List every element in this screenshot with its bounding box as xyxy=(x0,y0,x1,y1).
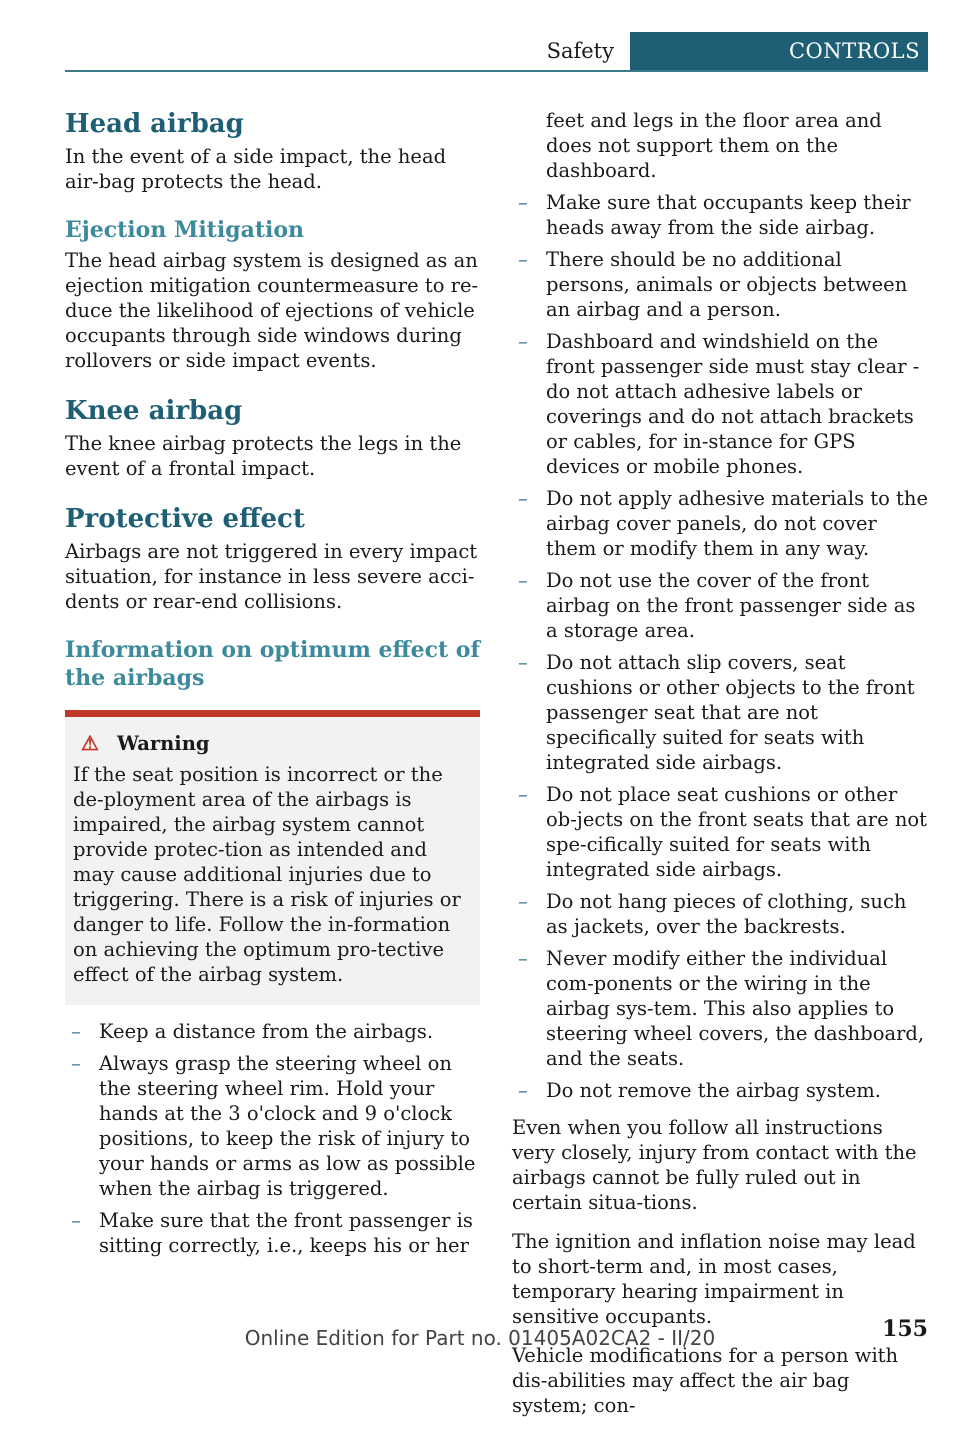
page-header xyxy=(65,32,928,72)
list-item: – There should be no additional persons, animals or objects between an airbag and a person. xyxy=(512,247,928,322)
paragraph-noise: The ignition and inflation noise may lead to short-term and, in most cases, temporary hearing impairment in sensitive occupants. xyxy=(512,1230,916,1328)
list-item: – Do not place seat cushions or other ob-jects on the front seats that are not spe-cifically suited for seats with integrated side airbags. xyxy=(512,782,928,882)
ejection-heading: Ejection Mitigation xyxy=(65,217,305,243)
knee-airbag-text: The knee airbag protects the legs in the event of a frontal impact. xyxy=(65,432,462,480)
warning-box xyxy=(65,710,480,1005)
right-instruction-list xyxy=(512,190,928,1103)
list-item: – Make sure that the front passenger is sitting correctly, i.e., keeps his or her xyxy=(65,1208,480,1258)
list-item: – Do not use the cover of the front airbag on the front passenger side as a storage area. xyxy=(512,568,928,643)
warning-triangle-icon: ⚠ xyxy=(81,731,99,755)
list-item: – Never modify either the individual com-ponents or the wiring in the airbag sys-tem. This also applies to steering wheel covers, the dashboard, and the seats. xyxy=(512,946,928,1071)
paragraph-modifications: Vehicle modifications for a person with dis-abilities may affect the air bag system; con- xyxy=(512,1344,899,1417)
header-rule xyxy=(65,70,928,72)
head-airbag-text: In the event of a side impact, the head air-bag protects the head. xyxy=(65,145,447,193)
left-instruction-list xyxy=(65,1019,480,1258)
list-item: – Dashboard and windshield on the front passenger side must stay clear - do not attach adhesive labels or coverings and do not attach brackets or cables, for in-stance for GPS devices or mobile phones. xyxy=(512,329,928,479)
warning-title-row xyxy=(73,731,472,756)
list-continuation: feet and legs in the floor area and does not support them on the dashboard. xyxy=(546,109,882,182)
ejection-text: The head airbag system is designed as an ejection mitigation countermeasure to re-duce the likelihood of ejections of vehicle occupants through side windows during rollovers or side impact events. xyxy=(65,249,479,372)
section-title: Safety xyxy=(546,39,614,63)
head-airbag-heading: Head airbag xyxy=(65,109,244,139)
protective-effect-heading: Protective effect xyxy=(65,504,305,534)
list-item: – Do not apply adhesive materials to the airbag cover panels, do not cover them or modify them in any way. xyxy=(512,486,928,561)
warning-title: Warning xyxy=(117,732,210,755)
chapter-tab: CONTROLS xyxy=(630,32,928,72)
knee-airbag-heading: Knee airbag xyxy=(65,396,243,426)
warning-text: If the seat position is incorrect or the de-ployment area of the airbags is impaired, the airbag system cannot provide protec-tion as intended and may cause additional injuries due to triggering. There is a risk of injuries or danger to life. Follow the in-formation on achieving the optimum pro-tective effect of the airbag system. xyxy=(73,763,461,986)
footer-edition: Online Edition for Part no. 01405A02CA2 - II/20 xyxy=(244,1326,716,1350)
list-item: – Make sure that occupants keep their heads away from the side airbag. xyxy=(512,190,928,240)
info-optimum-heading: Information on optimum effect of the airbags xyxy=(65,637,480,691)
list-item: – Always grasp the steering wheel on the steering wheel rim. Hold your hands at the 3 o'clock and 9 o'clock positions, to keep the risk of injury to your hands or arms as low as possible when the airbag is triggered. xyxy=(65,1051,480,1201)
left-column xyxy=(65,108,480,1270)
list-item: – Do not hang pieces of clothing, such as jackets, over the backrests. xyxy=(512,889,928,939)
list-item: – Do not remove the airbag system. xyxy=(512,1078,928,1103)
right-column xyxy=(512,108,928,1432)
paragraph-injury: Even when you follow all instructions very closely, injury from contact with the airbags cannot be fully ruled out in certain situa-tions. xyxy=(512,1116,917,1214)
page-number: 155 xyxy=(882,1316,928,1342)
list-item: – Do not attach slip covers, seat cushions or other objects to the front passenger seat that are not specifically suited for seats with integrated side airbags. xyxy=(512,650,928,775)
protective-effect-text: Airbags are not triggered in every impact situation, for instance in less severe acci-dents or rear-end collisions. xyxy=(65,540,478,613)
list-item: – Keep a distance from the airbags. xyxy=(65,1019,480,1044)
